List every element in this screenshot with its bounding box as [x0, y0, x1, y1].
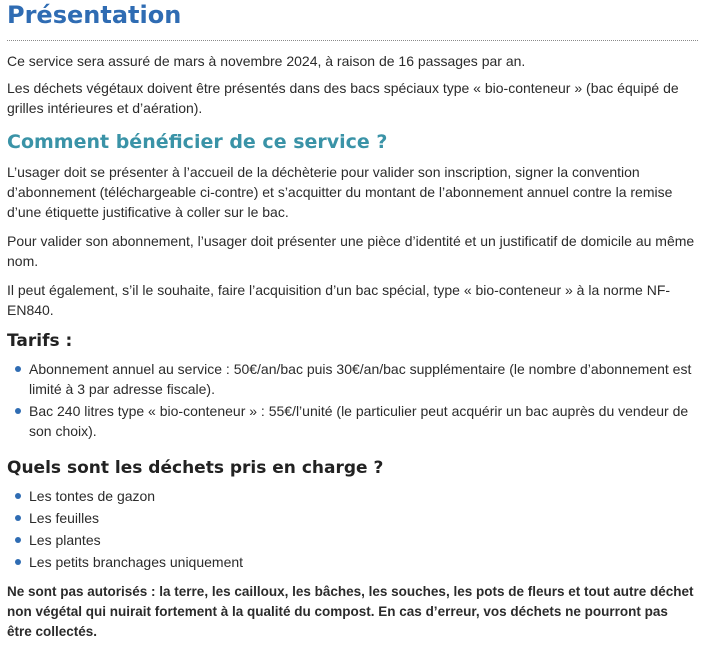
tarifs-list [7, 359, 695, 443]
list-item [7, 401, 695, 441]
page-title: Présentation [7, 1, 182, 29]
warning-note: Ne sont pas autorisés : la terre, les cailloux, les bâches, les souches, les pots de fleurs et tout autre déchet non végétal qui nuirait fortement à la qualité du compost. En cas d’erreur, vos déchets ne pourront pas être collectés. [7, 584, 694, 639]
list-item [7, 530, 695, 550]
tarif-item-1: Abonnement annuel au service : 50€/an/bac puis 30€/an/bac supplémentaire (le nombre d’abonnement est limité à 3 par adresse fiscale). [29, 361, 692, 397]
list-item [7, 486, 695, 506]
bullet-icon [15, 493, 21, 499]
bullet-icon [15, 515, 21, 521]
intro-paragraph-1: Ce service sera assuré de mars à novembre 2024, à raison de 16 passages par an. [7, 53, 526, 69]
bullet-icon [15, 559, 21, 565]
tarif-item-2: Bac 240 litres type « bio-conteneur » : 55€/l’unité (le particulier peut acquérir un bac auprès du vendeur de son choix). [29, 403, 689, 439]
howto-paragraph-3: Il peut également, s’il le souhaite, faire l’acquisition d’un bac spécial, type « bio-conteneur » à la norme NF-EN840. [7, 282, 671, 318]
list-item [7, 552, 695, 572]
howto-paragraph-1: L’usager doit se présenter à l’accueil de la déchèterie pour valider son inscription, signer la convention d’abonnement (téléchargeable ci-contre) et s’acquitter du montant de l’abonnement annuel contre la remise d’une étiquette justificative à coller sur le bac. [7, 164, 673, 220]
title-divider [7, 40, 698, 41]
dechets-heading: Quels sont les déchets pris en charge ? [7, 458, 384, 478]
list-item [7, 359, 695, 399]
bullet-icon [15, 408, 21, 414]
bullet-icon [15, 537, 21, 543]
dechet-item-2: Les feuilles [29, 510, 100, 526]
dechet-item-3: Les plantes [29, 532, 101, 548]
dechet-item-1: Les tontes de gazon [29, 488, 156, 504]
howto-paragraph-2: Pour valider son abonnement, l’usager doit présenter une pièce d’identité et un justificatif de domicile au même nom. [7, 233, 695, 269]
tarifs-heading: Tarifs : [7, 331, 73, 351]
dechets-list [7, 486, 695, 574]
intro-paragraph-2: Les déchets végétaux doivent être présentés dans des bacs spéciaux type « bio-conteneur » (bac équipé de grilles intérieures et d’aération). [7, 80, 679, 116]
bullet-icon [15, 366, 21, 372]
howto-heading: Comment bénéficier de ce service ? [7, 131, 388, 153]
list-item [7, 508, 695, 528]
dechet-item-4: Les petits branchages uniquement [29, 554, 244, 570]
